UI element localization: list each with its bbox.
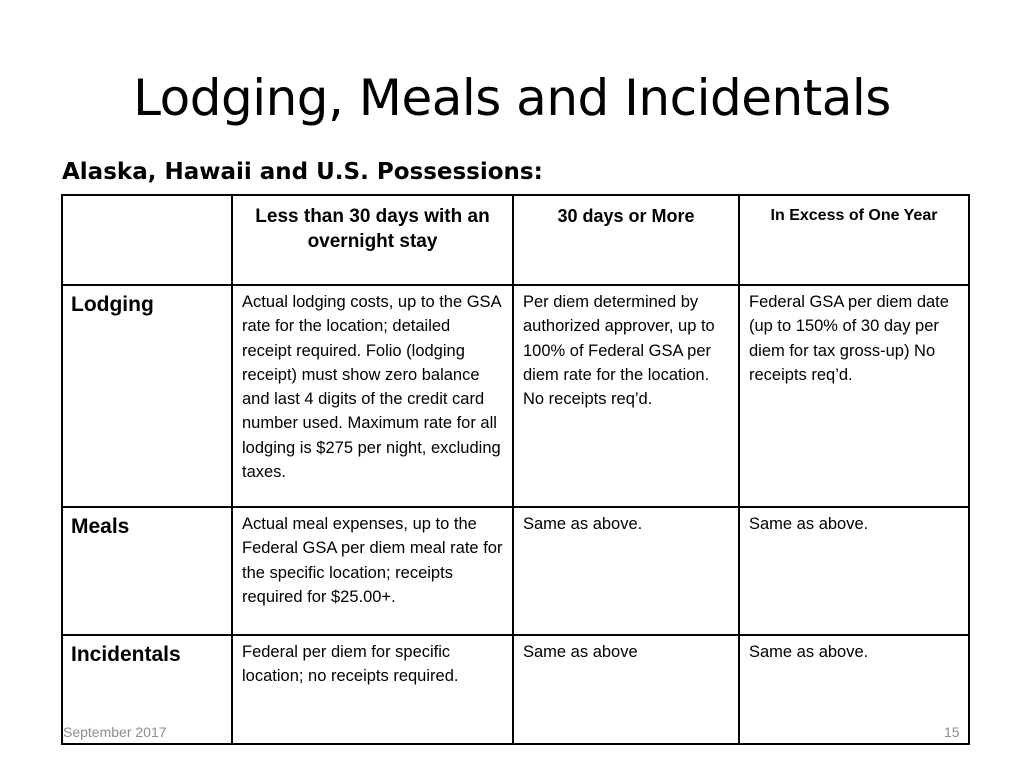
table-header-row [62, 195, 969, 285]
meals-30-days-or-more: Same as above. [513, 507, 739, 635]
lodging-excess-one-year: Federal GSA per diem date (up to 150% of 30 day per diem for tax gross-up) No receipts req’d. [739, 285, 969, 507]
row-label-lodging: Lodging [62, 285, 232, 507]
table-header-corner [62, 195, 232, 285]
per-diem-table [61, 194, 970, 745]
incidentals-30-days-or-more: Same as above [513, 635, 739, 744]
lodging-less-than-30-days: Actual lodging costs, up to the GSA rate for the location; detailed receipt required. Folio (lodging receipt) must show zero balance and last 4 digits of the credit card number used. Maximum rate for all lodging is $275 per night, excluding taxes. [232, 285, 513, 507]
row-label-meals: Meals [62, 507, 232, 635]
slide-subtitle: Alaska, Hawaii and U.S. Possessions: [62, 159, 543, 185]
footer-date: September 2017 [63, 724, 167, 740]
table-row-meals [62, 507, 969, 635]
table-header-excess-one-year: In Excess of One Year [739, 195, 969, 285]
slide-title: Lodging, Meals and Incidentals [133, 69, 891, 127]
table-row-lodging [62, 285, 969, 507]
lodging-30-days-or-more: Per diem determined by authorized approver, up to 100% of Federal GSA per diem rate for the location. No receipts req’d. [513, 285, 739, 507]
table-row-incidentals [62, 635, 969, 744]
footer-page-number: 15 [944, 724, 960, 740]
meals-less-than-30-days: Actual meal expenses, up to the Federal GSA per diem meal rate for the specific location; receipts required for $25.00+. [232, 507, 513, 635]
incidentals-less-than-30-days: Federal per diem for specific location; no receipts required. [232, 635, 513, 744]
table-header-less-than-30-days: Less than 30 days with an overnight stay [232, 195, 513, 285]
row-label-incidentals: Incidentals [62, 635, 232, 744]
meals-excess-one-year: Same as above. [739, 507, 969, 635]
incidentals-excess-one-year: Same as above. [739, 635, 969, 744]
table-header-30-days-or-more: 30 days or More [513, 195, 739, 285]
